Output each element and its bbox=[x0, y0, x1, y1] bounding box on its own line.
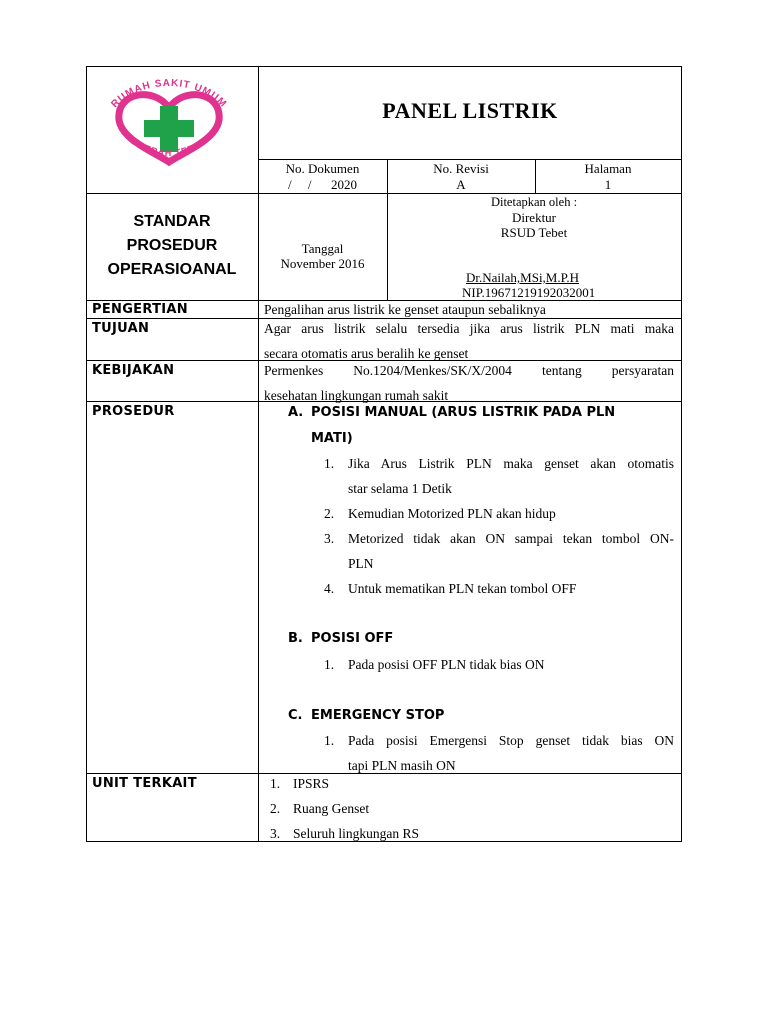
no-revisi-value: A bbox=[456, 177, 466, 192]
no-dokumen-value: / / 2020 bbox=[288, 177, 357, 192]
unit-item-2-text: Ruang Genset bbox=[293, 801, 370, 816]
a-item-4-num: 4. bbox=[324, 581, 335, 596]
unit-item-3-text: Seluruh lingkungan RS bbox=[293, 826, 420, 841]
page-title: PANEL LISTRIK bbox=[382, 98, 558, 123]
a-item-1-num: 1. bbox=[324, 456, 335, 471]
logo-text-top: RUMAH SAKIT UMUM bbox=[109, 78, 229, 111]
section-b-letter: B. bbox=[288, 631, 303, 646]
sop-line-2: PROSEDUR bbox=[126, 237, 218, 254]
unit-item-3-num: 3. bbox=[270, 826, 281, 841]
instansi: RSUD Tebet bbox=[500, 225, 568, 240]
a-item-4-text: Untuk mematikan PLN tekan tombol OFF bbox=[348, 581, 577, 596]
halaman-label: Halaman bbox=[584, 161, 632, 176]
pengertian-text: Pengalihan arus listrik ke genset ataupun sebaliknya bbox=[264, 302, 546, 317]
b-item-1-num: 1. bbox=[324, 657, 335, 672]
logo-text-bottom: DAERAH TEBET bbox=[129, 136, 209, 159]
ditetapkan-label: Ditetapkan oleh : bbox=[490, 195, 578, 209]
signatory-name: Dr.Nailah,MSi,M.P.H bbox=[466, 270, 580, 285]
unit-terkait-label: UNIT TERKAIT bbox=[92, 776, 197, 791]
unit-item-2-num: 2. bbox=[270, 801, 281, 816]
sop-heading bbox=[86, 210, 258, 282]
halaman-value: 1 bbox=[604, 177, 612, 192]
c-item-1-text: Pada posisi Emergensi Stop genset tidak bias ON bbox=[348, 733, 674, 748]
tujuan-line-2: secara otomatis arus beralih ke genset bbox=[264, 346, 469, 361]
section-c-title: EMERGENCY STOP bbox=[311, 708, 445, 723]
tanggal-value: November 2016 bbox=[280, 256, 365, 271]
sop-line-1: STANDAR bbox=[133, 213, 211, 230]
tanggal-label: Tanggal bbox=[301, 241, 344, 256]
c-item-1-num: 1. bbox=[324, 733, 335, 748]
signatory-nip: NIP.19671219192032001 bbox=[462, 285, 596, 300]
a-item-1-cont: star selama 1 Detik bbox=[348, 481, 452, 496]
a-item-3-cont: PLN bbox=[348, 556, 374, 571]
a-item-2-num: 2. bbox=[324, 506, 335, 521]
no-dokumen-label: No. Dokumen bbox=[285, 161, 360, 176]
jabatan: Direktur bbox=[511, 210, 557, 225]
a-item-1-text: Jika Arus Listrik PLN maka genset akan otomatis bbox=[348, 456, 674, 471]
c-item-1-cont: tapi PLN masih ON bbox=[348, 758, 456, 773]
section-a-title: POSISI MANUAL (ARUS LISTRIK PADA PLN bbox=[311, 405, 616, 420]
kebijakan-label: KEBIJAKAN bbox=[92, 363, 175, 378]
hospital-logo bbox=[94, 78, 244, 170]
unit-item-1-num: 1. bbox=[270, 776, 281, 791]
section-c-letter: C. bbox=[288, 708, 303, 723]
pengertian-label: PENGERTIAN bbox=[92, 302, 188, 317]
section-a-title-cont: MATI) bbox=[311, 431, 353, 446]
tujuan-label: TUJUAN bbox=[92, 321, 150, 336]
kebijakan-line-2: kesehatan lingkungan rumah sakit bbox=[264, 388, 449, 403]
b-item-1-text: Pada posisi OFF PLN tidak bias ON bbox=[348, 657, 545, 672]
unit-item-1-text: IPSRS bbox=[293, 776, 330, 791]
prosedur-label: PROSEDUR bbox=[92, 404, 175, 419]
a-item-3-text: Metorized tidak akan ON sampai tekan tombol ON- bbox=[348, 531, 674, 546]
a-item-3-num: 3. bbox=[324, 531, 335, 546]
kebijakan-line-1: Permenkes No.1204/Menkes/SK/X/2004 tentang persyaratan bbox=[264, 363, 674, 378]
a-item-2-text: Kemudian Motorized PLN akan hidup bbox=[348, 506, 556, 521]
no-revisi-label: No. Revisi bbox=[433, 161, 489, 176]
section-a-letter: A. bbox=[288, 405, 304, 420]
section-b-title: POSISI OFF bbox=[311, 631, 394, 646]
tujuan-line-1: Agar arus listrik selalu tersedia jika arus listrik PLN mati maka bbox=[264, 321, 674, 336]
sop-line-3: OPERASIOANAL bbox=[107, 261, 237, 278]
